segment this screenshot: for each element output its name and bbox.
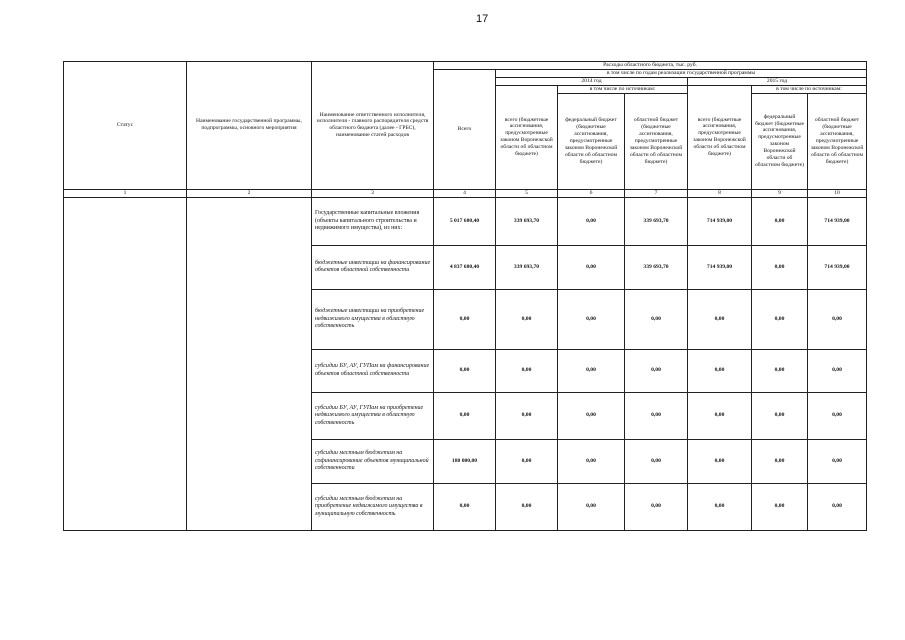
cell-regional-2015: 0,00 bbox=[808, 289, 867, 349]
header-col-federal-2014: федеральный бюджет (бюджетные ассигнования, предусмотренные законом Воронежской области об областном бюджете) bbox=[558, 93, 625, 189]
cell-total: 0,00 bbox=[434, 289, 496, 349]
cell-regional-2015: 0,00 bbox=[808, 439, 867, 483]
cell-federal-2014: 0,00 bbox=[558, 245, 625, 289]
page-number: 17 bbox=[476, 13, 489, 25]
cell-regional-2015: 714 939,00 bbox=[808, 245, 867, 289]
cell-all-2015: 0,00 bbox=[688, 439, 752, 483]
cell-federal-2015: 0,00 bbox=[752, 439, 808, 483]
header-sources-2014: в том числе по источникам: bbox=[558, 85, 688, 93]
column-number: 9 bbox=[752, 189, 808, 197]
row-label: бюджетные инвестиции на финансирование объектов областной собственности bbox=[312, 245, 434, 289]
cell-regional-2014: 0,00 bbox=[625, 289, 688, 349]
column-number: 8 bbox=[688, 189, 752, 197]
table-row bbox=[64, 197, 867, 245]
cell-federal-2015: 0,00 bbox=[752, 289, 808, 349]
cell-federal-2014: 0,00 bbox=[558, 392, 625, 439]
cell-all-2015: 714 939,00 bbox=[688, 245, 752, 289]
cell-regional-2014: 339 693,70 bbox=[625, 245, 688, 289]
row-label: субсидии местным бюджетам на приобретение недвижимого имущества в муниципальную собственность bbox=[312, 483, 434, 530]
column-number: 2 bbox=[187, 189, 312, 197]
cell-total: 0,00 bbox=[434, 392, 496, 439]
cell-federal-2015: 0,00 bbox=[752, 349, 808, 392]
cell-all-2014: 0,00 bbox=[496, 349, 558, 392]
row-label: субсидии местным бюджетам на софинансирование объектов муниципальной собственности bbox=[312, 439, 434, 483]
cell-all-2014: 0,00 bbox=[496, 289, 558, 349]
header-sources-2015: в том числе по источникам: bbox=[752, 85, 867, 93]
cell-regional-2015: 714 939,00 bbox=[808, 197, 867, 245]
cell-regional-2014: 0,00 bbox=[625, 349, 688, 392]
cell-federal-2015: 0,00 bbox=[752, 197, 808, 245]
cell-federal-2014: 0,00 bbox=[558, 483, 625, 530]
header-by-years: в том числе по годам реализации государственной программы bbox=[496, 70, 867, 78]
cell-federal-2014: 0,00 bbox=[558, 439, 625, 483]
cell-regional-2014: 0,00 bbox=[625, 392, 688, 439]
header-col-all-2014: всего (бюджетные ассигнования, предусмотренные законом Воронежской области об областном бюджете) bbox=[496, 85, 558, 189]
row-label: субсидии БУ, АУ, ГУПам на финансирование объектов областной собственности bbox=[312, 349, 434, 392]
cell-regional-2014: 0,00 bbox=[625, 483, 688, 530]
row-label: субсидии БУ, АУ, ГУПам на приобретение недвижимого имущества в областную собственность bbox=[312, 392, 434, 439]
cell-federal-2015: 0,00 bbox=[752, 392, 808, 439]
cell-total: 180 000,00 bbox=[434, 439, 496, 483]
cell-all-2015: 0,00 bbox=[688, 392, 752, 439]
header-col-regional-2015: областной бюджет (бюджетные ассигнования, предусмотренные законом Воронежской области об областном бюджете) bbox=[808, 93, 867, 189]
header-total: Всего bbox=[434, 70, 496, 190]
cell-regional-2014: 339 693,70 bbox=[625, 197, 688, 245]
cell-federal-2014: 0,00 bbox=[558, 289, 625, 349]
cell-federal-2014: 0,00 bbox=[558, 349, 625, 392]
cell-federal-2015: 0,00 bbox=[752, 245, 808, 289]
header-status: Статус bbox=[64, 62, 187, 190]
cell-all-2014: 0,00 bbox=[496, 392, 558, 439]
column-number: 6 bbox=[558, 189, 625, 197]
cell-all-2015: 0,00 bbox=[688, 483, 752, 530]
cell-total: 0,00 bbox=[434, 483, 496, 530]
cell-all-2015: 0,00 bbox=[688, 289, 752, 349]
cell-regional-2015: 0,00 bbox=[808, 349, 867, 392]
header-col-all-2015: всего (бюджетные ассигнования, предусмотренные законом Воронежской области об областном бюджете) bbox=[688, 85, 752, 189]
status-cell bbox=[64, 197, 187, 530]
row-label: бюджетные инвестиции на приобретение недвижимого имущества в областную собственность bbox=[312, 289, 434, 349]
cell-regional-2015: 0,00 bbox=[808, 392, 867, 439]
cell-total: 5 017 680,40 bbox=[434, 197, 496, 245]
row-label: Государственные капитальные вложения (объекты капитального строительства и недвижимого имущества), из них: bbox=[312, 197, 434, 245]
cell-federal-2015: 0,00 bbox=[752, 483, 808, 530]
column-number: 1 bbox=[64, 189, 187, 197]
cell-total: 4 837 680,40 bbox=[434, 245, 496, 289]
cell-regional-2014: 0,00 bbox=[625, 439, 688, 483]
cell-total: 0,00 bbox=[434, 349, 496, 392]
cell-all-2014: 0,00 bbox=[496, 483, 558, 530]
cell-regional-2015: 0,00 bbox=[808, 483, 867, 530]
header-col-regional-2014: областной бюджет (бюджетные ассигнования, предусмотренные законом Воронежской области об областном бюджете) bbox=[625, 93, 688, 189]
column-number: 7 bbox=[625, 189, 688, 197]
cell-all-2014: 339 693,70 bbox=[496, 197, 558, 245]
cell-all-2015: 714 939,00 bbox=[688, 197, 752, 245]
column-number: 3 bbox=[312, 189, 434, 197]
header-year-2014: 2014 год bbox=[496, 77, 688, 85]
column-number: 10 bbox=[808, 189, 867, 197]
header-col-federal-2015: федеральный бюджет (бюджетные ассигнования, предусмотренные законом Воронежской области об областном бюджете) bbox=[752, 93, 808, 189]
column-number: 4 bbox=[434, 189, 496, 197]
header-program-name: Наименование государственной программы, подпрограммы, основного мероприятия bbox=[187, 62, 312, 190]
budget-table bbox=[63, 61, 867, 531]
cell-all-2015: 0,00 bbox=[688, 349, 752, 392]
header-executor: Наименование ответственного исполнителя, исполнителя - главного распорядителя средств областного бюджета (далее - ГРБС), наименование статей расходов bbox=[312, 62, 434, 190]
cell-all-2014: 339 693,70 bbox=[496, 245, 558, 289]
header-year-2015: 2015 год bbox=[688, 77, 867, 85]
cell-all-2014: 0,00 bbox=[496, 439, 558, 483]
cell-federal-2014: 0,00 bbox=[558, 197, 625, 245]
column-number-row bbox=[64, 189, 867, 197]
program-cell bbox=[187, 197, 312, 530]
column-number: 5 bbox=[496, 189, 558, 197]
header-budget-expenses: Расходы областного бюджета, тыс. руб. bbox=[434, 62, 867, 70]
